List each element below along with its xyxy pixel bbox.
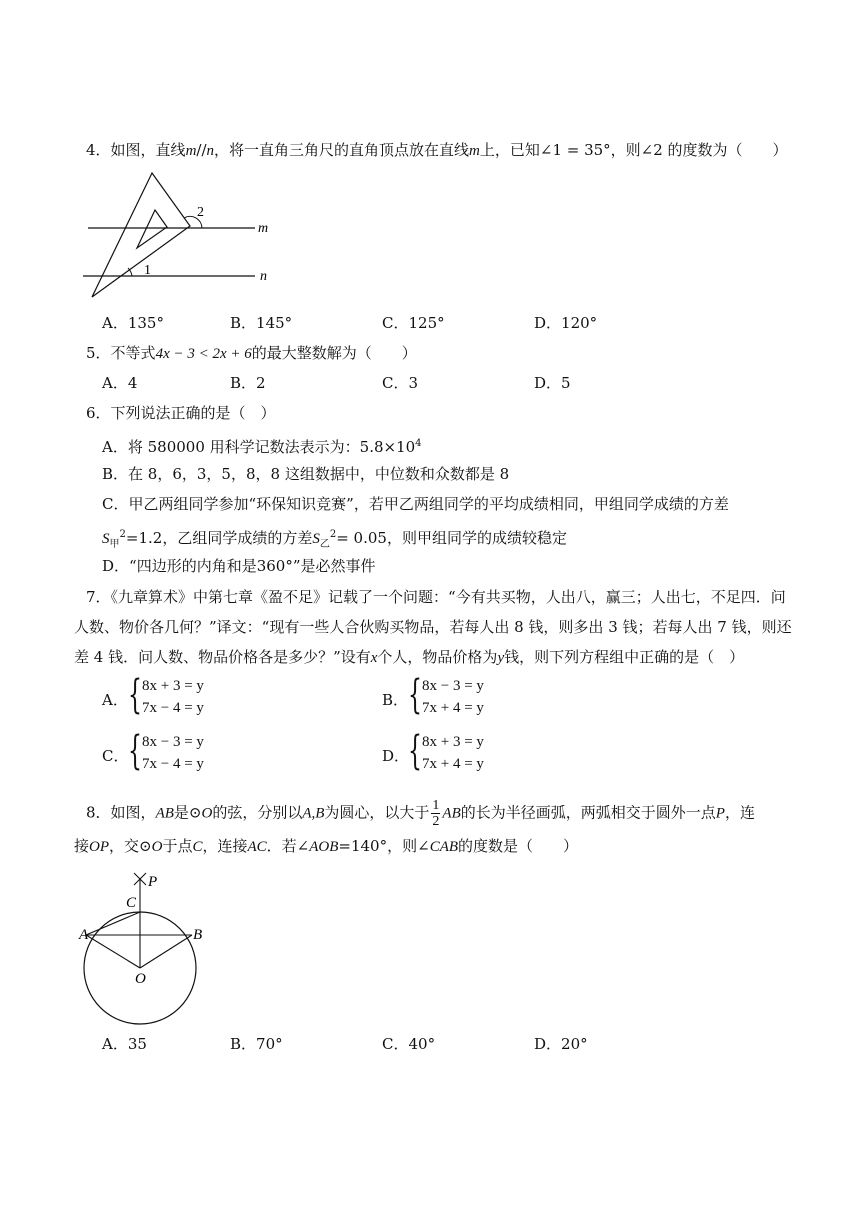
segment-oa: [86, 935, 140, 968]
segment-ob: [140, 935, 192, 968]
q7-choice-a-key[interactable]: A．: [102, 691, 128, 709]
fig8-label-c: C: [126, 895, 137, 911]
q7-line3: 差 4 钱．问人数、物品价格各是多少？”设有x个人，物品价格为y钱，则下列方程组中正确的是（ ）: [74, 648, 745, 666]
fig4-label-1: 1: [144, 263, 151, 278]
q4-choice-a[interactable]: A．135°: [102, 314, 164, 332]
q5-choice-d[interactable]: D．5: [534, 374, 571, 392]
q5-inequality: 4x − 3 < 2x + 6: [155, 346, 252, 362]
fig8-label-a: A: [79, 927, 89, 943]
q8-choice-b[interactable]: B．70°: [230, 1035, 283, 1053]
q8-fraction: $\frac{1}{2}$: [432, 798, 440, 829]
q5-choice-b[interactable]: B．2: [230, 374, 266, 392]
q6-choice-a[interactable]: A．将 580000 用科学记数法表示为：$5.8\times 10^4$: [102, 438, 422, 456]
q6-choice-c[interactable]: C．甲乙两组同学参加“环保知识竞赛”，若甲乙两组同学的平均成绩相同，甲组同学成绩的方差: [102, 495, 729, 513]
q5-choice-c[interactable]: C．3: [382, 374, 419, 392]
q6-choice-b[interactable]: B．在 8，6，3，5，8，8 这组数据中，中位数和众数都是 8: [102, 465, 510, 483]
q5-stem: 5．不等式4x − 3 < 2x + 6的最大整数解为（ ）: [86, 344, 417, 362]
fig4-label-m: m: [258, 221, 269, 236]
fig4-label-2: 2: [197, 205, 204, 220]
q7-choice-b-system[interactable]: { 8x − 3 = y 7x + 4 = y: [408, 672, 484, 718]
q5-choice-a[interactable]: A．4: [102, 374, 138, 392]
q7-choice-d-key[interactable]: D．: [382, 747, 410, 765]
q7-choice-a-system[interactable]: { 8x + 3 = y 7x − 4 = y: [128, 672, 204, 718]
segment-ac: [86, 912, 140, 935]
q7-choice-d-system[interactable]: { 8x + 3 = y 7x + 4 = y: [408, 728, 484, 774]
set-square-inner: [137, 210, 167, 248]
fig4-label-n: n: [260, 269, 267, 284]
q7-line1: 7．《九章算术》中第七章《盈不足》记载了一个问题：“今有共买物，人出八，赢三；人出七，不足四．问: [86, 588, 786, 606]
fig8-label-p: P: [148, 874, 158, 890]
q6-choice-c-cont: $S_甲^2=1.2$，乙组同学成绩的方差$S_乙^2= 0.05$，则甲组同学的成绩较稳定: [102, 529, 567, 550]
q8-choice-d[interactable]: D．20°: [534, 1035, 588, 1053]
q4-choice-c[interactable]: C．125°: [382, 314, 445, 332]
q7-choice-c-system[interactable]: { 8x − 3 = y 7x − 4 = y: [128, 728, 204, 774]
fig8-label-o: O: [135, 971, 146, 987]
q4-choice-d[interactable]: D．120°: [534, 314, 598, 332]
q4-choice-b[interactable]: B．145°: [230, 314, 293, 332]
q8-line1: 8．如图，AB是⊙O的弦，分别以A,B为圆心，以大于 $\frac{1}{2}$ AB的长为半径画弧，两弧相交于圆外一点P，连: [86, 798, 755, 829]
q6-stem: 6．下列说法正确的是（ ）: [86, 404, 276, 422]
q4-stem: 4．如图，直线m//n，将一直角三角尺的直角顶点放在直线m上，已知∠1 = 35°，则∠2 的度数为（ ）: [86, 141, 788, 159]
set-square-outer: [92, 173, 190, 297]
q8-line2: 接OP，交⊙O于点C，连接AC．若∠AOB=140°，则∠CAB的度数是（ ）: [74, 837, 579, 855]
q7-choice-b-key[interactable]: B．: [382, 691, 409, 709]
q8-figure: [76, 868, 216, 1028]
q6-choice-d[interactable]: D．“四边形的内角和是360°”是必然事件: [102, 557, 376, 575]
q7-choice-c-key[interactable]: C．: [102, 747, 129, 765]
q8-choice-c[interactable]: C．40°: [382, 1035, 436, 1053]
q4-figure: [80, 170, 280, 305]
q7-line2: 人数、物价各几何？”译文：“现有一些人合伙购买物品，若每人出 8 钱，则多出 3 钱；若每人出 7 钱，则还: [74, 618, 792, 636]
q8-choice-a[interactable]: A．35: [102, 1035, 147, 1053]
fig8-label-b: B: [193, 927, 203, 943]
